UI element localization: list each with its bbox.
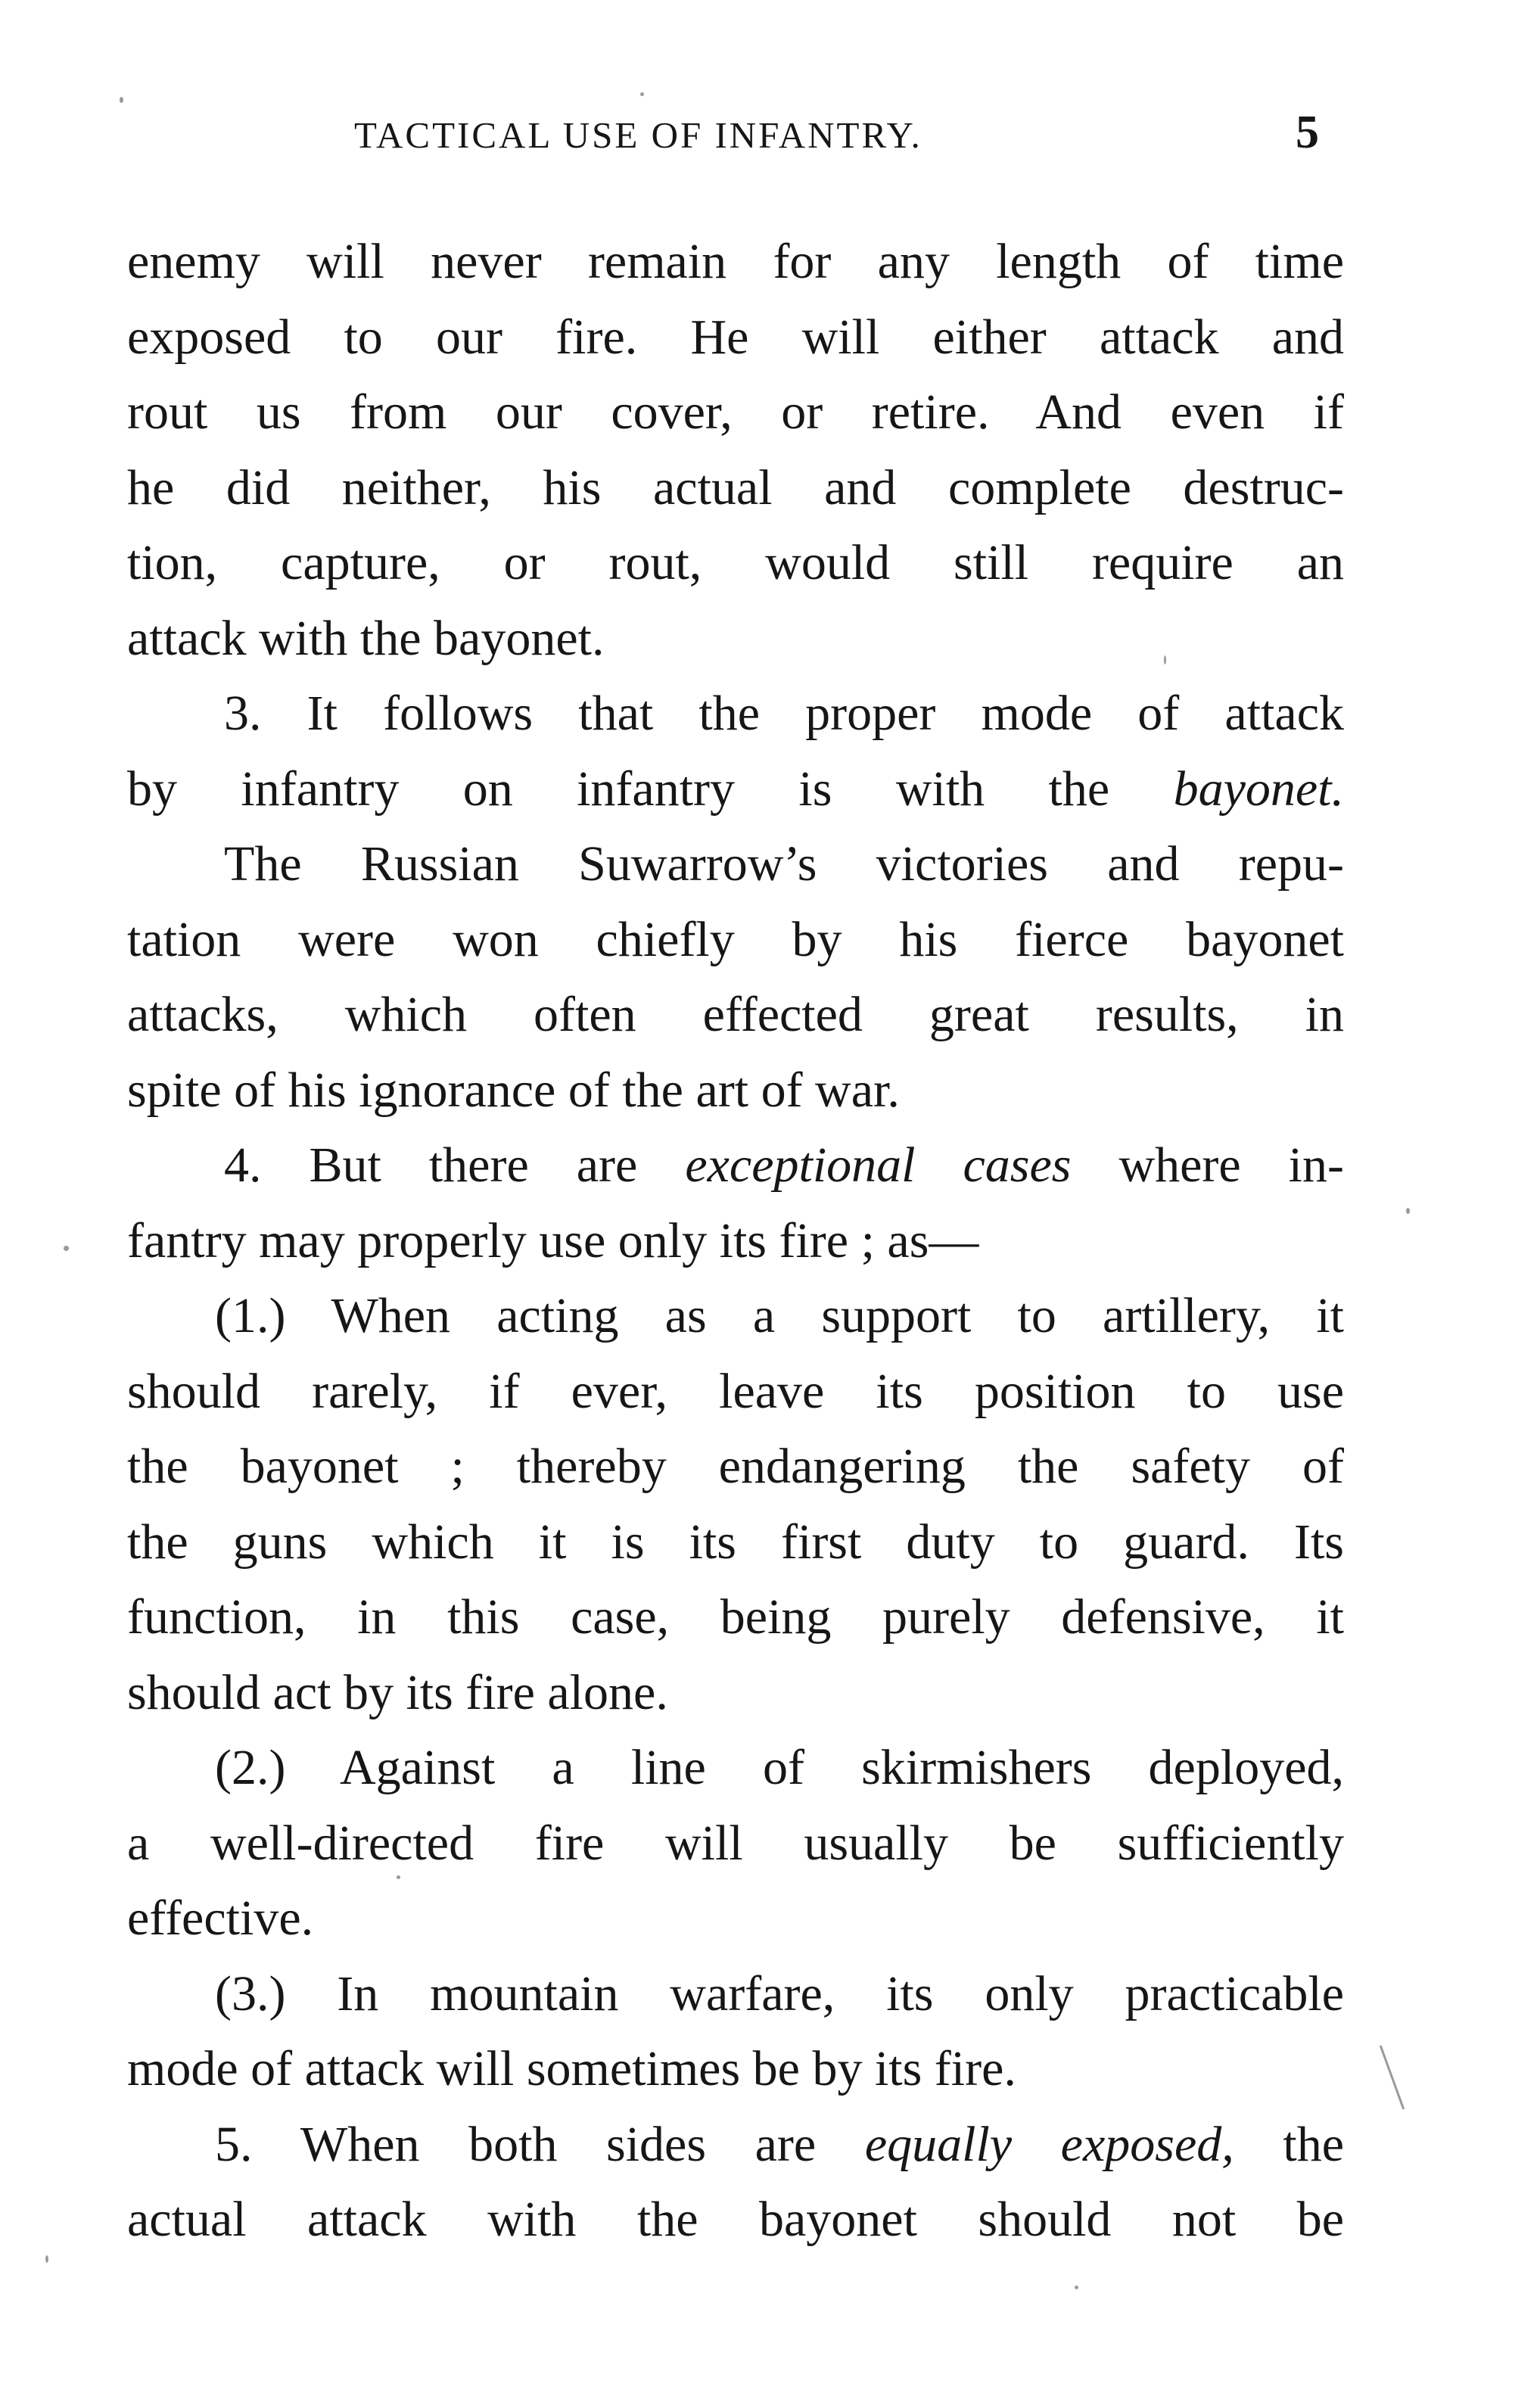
- scan-speck: [1380, 2045, 1405, 2110]
- text-line: attacks, which often effected great results, in: [127, 987, 1344, 1042]
- text-line: exposed to our fire. He will either attack and: [127, 309, 1344, 365]
- text-line: attack with the bayonet.: [127, 610, 605, 666]
- page-header: [0, 107, 1540, 166]
- scan-speck: [640, 92, 644, 96]
- scan-speck: [45, 2255, 48, 2263]
- body-text: [127, 224, 1344, 2258]
- text-line: enemy will never remain for any length of time: [127, 234, 1344, 289]
- text-line: should act by its fire alone.: [127, 1664, 668, 1720]
- text-segment: the: [1234, 2116, 1344, 2172]
- scan-speck: [1406, 1208, 1410, 1214]
- text-line: a well-directed fire will usually be sufficiently: [127, 1815, 1344, 1871]
- emphasis-equally-exposed: equally exposed,: [864, 2116, 1234, 2172]
- text-line: effective.: [127, 1891, 314, 1946]
- text-segment: by infantry on infantry is with the: [127, 761, 1174, 817]
- text-segment: 5. When both sides are: [215, 2116, 865, 2172]
- suwarrow-paragraph-line: The Russian Suwarrow’s victories and repu-: [224, 836, 1344, 892]
- text-line: spite of his ignorance of the art of war.: [127, 1062, 900, 1118]
- text-line: he did neither, his actual and complete destruc-: [127, 459, 1344, 515]
- item-2-line: (2.) Against a line of skirmishers deployed,: [215, 1740, 1344, 1795]
- text-segment: 4. But there are: [224, 1137, 686, 1193]
- page-number: 5: [1296, 107, 1319, 158]
- paragraph-5-line: [127, 2107, 1344, 2183]
- scan-speck: [397, 1875, 400, 1879]
- scan-speck: [1075, 2286, 1078, 2289]
- text-line: actual attack with the bayonet should not be: [127, 2192, 1344, 2247]
- text-line: mode of attack will sometimes be by its fire.: [127, 2041, 1016, 2096]
- text-line: should rarely, if ever, leave its position to use: [127, 1363, 1344, 1419]
- running-head: TACTICAL USE OF INFANTRY.: [354, 114, 922, 156]
- text-line: the guns which it is its first duty to guard. Its: [127, 1514, 1344, 1570]
- text-segment: where in-: [1071, 1137, 1344, 1193]
- text-line: tation were won chiefly by his fierce bayonet: [127, 911, 1344, 967]
- text-line: fantry may properly use only its fire ; as—: [127, 1212, 979, 1268]
- text-line: function, in this case, being purely defensive, it: [127, 1589, 1344, 1645]
- paragraph-4-line: [127, 1128, 1344, 1203]
- item-1-line: (1.) When acting as a support to artillery, it: [215, 1288, 1344, 1343]
- text-line: tion, capture, or rout, would still require an: [127, 535, 1344, 590]
- paragraph-3-line: 3. It follows that the proper mode of attack: [224, 686, 1344, 741]
- text-line: rout us from our cover, or retire. And even if: [127, 384, 1344, 440]
- emphasis-exceptional-cases: exceptional cases: [685, 1137, 1072, 1193]
- scan-speck: [64, 1246, 69, 1251]
- item-3-line: (3.) In mountain warfare, its only practicable: [215, 1965, 1344, 2021]
- scan-speck: [120, 97, 123, 103]
- text-line: the bayonet ; thereby endangering the safety of: [127, 1439, 1344, 1494]
- text-line: [127, 752, 1344, 827]
- scan-speck: [1164, 655, 1166, 664]
- emphasis-bayonet: bayonet.: [1173, 761, 1344, 817]
